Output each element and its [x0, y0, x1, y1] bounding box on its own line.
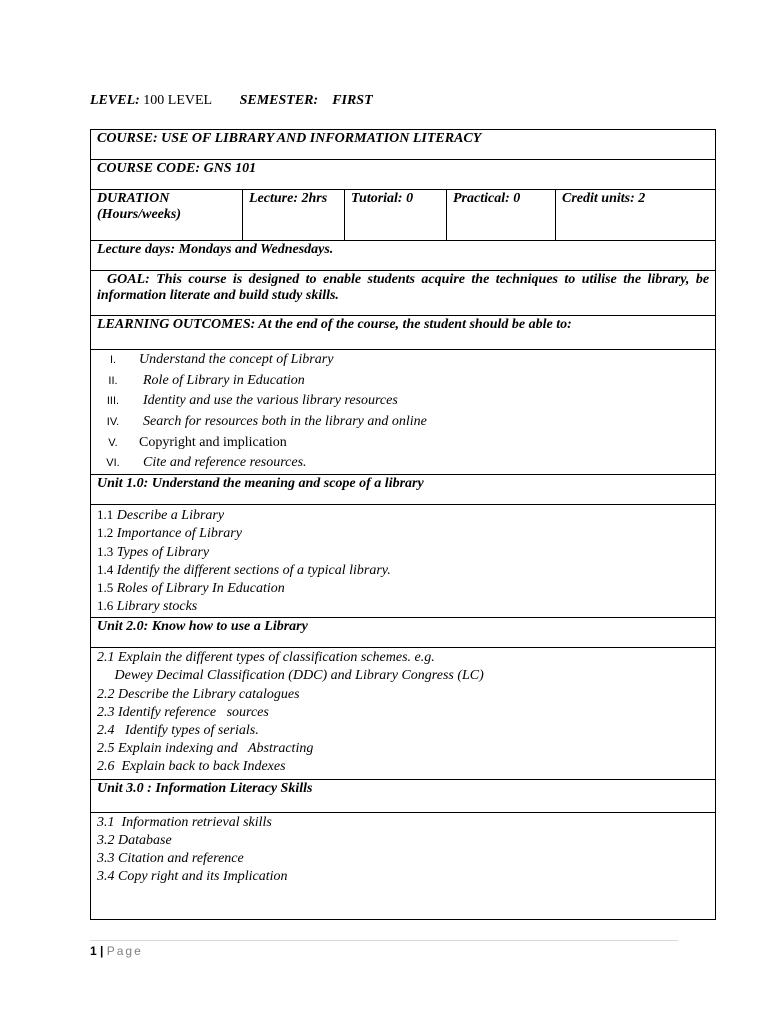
outcome-number: V. [108, 436, 118, 449]
outcome-text: Search for resources both in the library and online [143, 414, 427, 430]
item-number: 1.1 [97, 507, 114, 523]
item-number: 1.3 [97, 543, 114, 559]
list-item: 3.3 Citation and reference [97, 850, 244, 866]
item-text: Roles of Library In Education [116, 580, 285, 596]
outcome-number: I. [109, 354, 117, 366]
course-goal: GOAL: This course is designed to enable students acquire the techniques to utilise the library, be information literate and build study skills. [91, 271, 716, 316]
lecture-hours: Lecture: 2hrs [243, 190, 345, 241]
page-word: Page [106, 944, 143, 958]
footer-divider [90, 940, 678, 941]
list-item [97, 524, 709, 542]
course-table [90, 129, 716, 920]
list-item [97, 391, 709, 412]
outcome-text: Role of Library in Education [143, 372, 305, 388]
outcome-number: IV. [106, 416, 120, 429]
course-title: COURSE: USE OF LIBRARY AND INFORMATION LITERACY [91, 130, 716, 160]
list-item [97, 433, 709, 454]
list-item: 3.2 Database [97, 832, 172, 848]
practical-hours: Practical: 0 [447, 190, 556, 241]
semester-label: SEMESTER: [239, 93, 319, 108]
item-text: Identify the different sections of a typical library. [116, 562, 391, 578]
item-number: 1.4 [97, 561, 114, 577]
list-item: 2.6 Explain back to back Indexes [97, 759, 286, 775]
list-item [97, 350, 709, 371]
item-text: Types of Library [116, 544, 210, 560]
page-footer [90, 944, 143, 958]
list-item: 3.4 Copy right and its Implication [97, 869, 288, 885]
outcome-number: III. [106, 395, 120, 408]
outcome-number: II. [108, 374, 118, 387]
level-label: LEVEL: [90, 93, 140, 108]
learning-outcomes-heading: LEARNING OUTCOMES: At the end of the course, the student should be able to: [91, 316, 716, 350]
duration-cell [91, 190, 243, 241]
learning-outcomes-cell [91, 350, 716, 475]
list-item: 2.1 Explain the different types of classification schemes. e.g. [97, 650, 435, 666]
outcome-text: Understand the concept of Library [139, 352, 334, 367]
semester-value: FIRST [332, 93, 373, 108]
tutorial-hours: Tutorial: 0 [345, 190, 447, 241]
unit3-heading: Unit 3.0 : Information Literacy Skills [91, 779, 716, 812]
unit1-heading: Unit 1.0: Understand the meaning and scope of a library [91, 475, 716, 505]
item-text: Library stocks [116, 599, 198, 615]
level-semester-header [90, 93, 373, 109]
course-code: COURSE CODE: GNS 101 [91, 160, 716, 190]
list-item: 3.1 Information retrieval skills [97, 814, 272, 830]
duration-unit: (Hours/weeks) [97, 207, 181, 222]
duration-label: DURATION [97, 191, 170, 206]
list-item: Dewey Decimal Classification (DDC) and Library Congress (LC) [97, 668, 484, 684]
list-item [97, 453, 709, 474]
list-item: 2.4 Identify types of serials. [97, 723, 259, 738]
learning-outcomes-list [97, 350, 709, 474]
lecture-days: Lecture days: Mondays and Wednesdays. [91, 241, 716, 271]
unit1-cell [91, 505, 716, 618]
item-number: 1.2 [97, 525, 114, 541]
list-item [97, 561, 709, 579]
footer-separator: | [100, 944, 104, 958]
unit2-cell [91, 648, 716, 779]
list-item [97, 371, 709, 392]
unit3-list [97, 814, 709, 887]
list-item [97, 543, 709, 561]
item-text: Importance of Library [116, 526, 242, 542]
outcome-text: Identity and use the various library resources [143, 393, 398, 409]
outcome-text: Cite and reference resources. [143, 455, 307, 471]
outcome-number: VI. [106, 457, 120, 470]
list-item [97, 597, 709, 615]
level-value: 100 LEVEL [143, 93, 212, 108]
list-item [97, 579, 709, 597]
list-item: 2.3 Identify reference sources [97, 704, 269, 720]
item-text: Describe a Library [116, 508, 225, 524]
item-number: 1.5 [97, 579, 114, 595]
list-item [97, 412, 709, 433]
list-item: 2.5 Explain indexing and Abstracting [97, 741, 314, 757]
unit2-list [97, 649, 709, 776]
page-number: 1 [90, 944, 97, 958]
outcome-text: Copyright and implication [139, 434, 287, 450]
item-number: 1.6 [97, 598, 114, 614]
list-item: 2.2 Describe the Library catalogues [97, 686, 300, 702]
credit-units: Credit units: 2 [556, 190, 716, 241]
unit2-heading: Unit 2.0: Know how to use a Library [91, 618, 716, 648]
list-item [97, 506, 709, 524]
unit1-list [97, 506, 709, 615]
unit3-cell [91, 812, 716, 919]
